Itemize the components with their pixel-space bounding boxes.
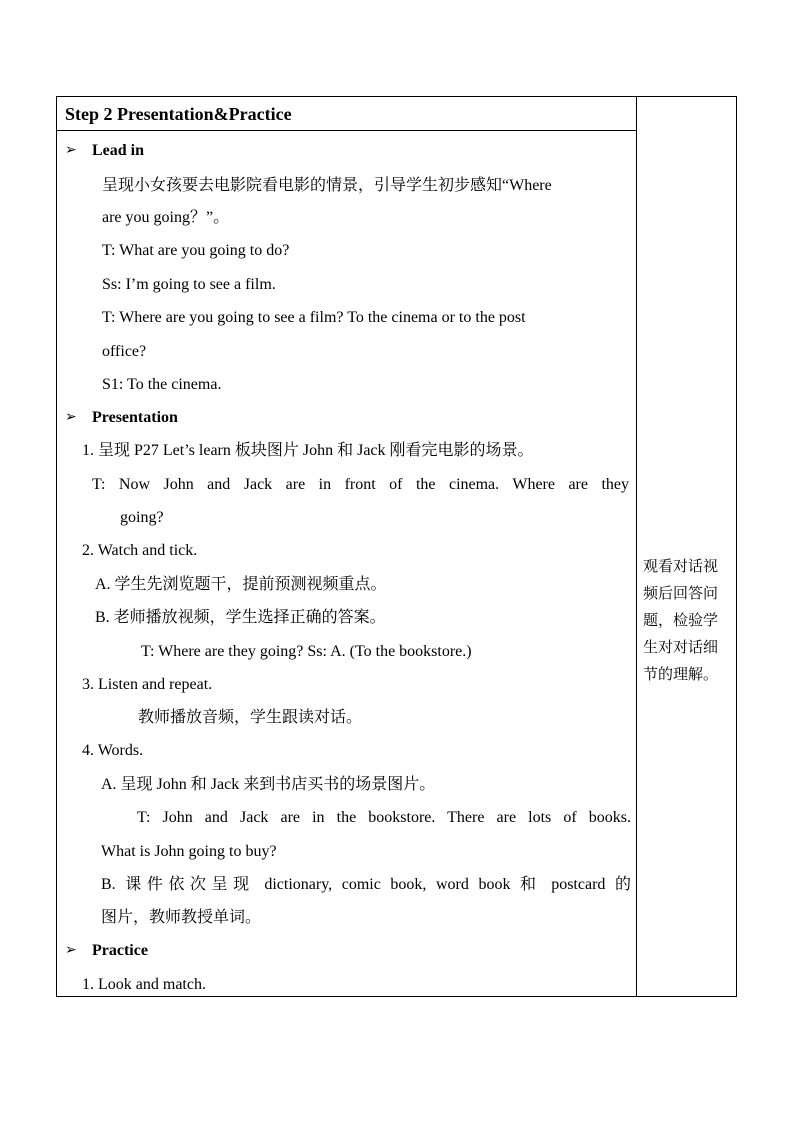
lesson-table [56,96,737,997]
presentation-line: A. 学生先浏览题干，提前预测视频重点。 [95,576,387,593]
procedure-column [57,97,637,996]
presentation-line: going? [120,509,164,526]
presentation-line: T: John and Jack are in the bookstore. There are lots of books. [137,809,631,826]
presentation-heading: Presentation [92,409,178,426]
presentation-line: What is John going to buy? [101,843,277,860]
presentation-line: A. 呈现 John 和 Jack 来到书店买书的场景图片。 [101,776,436,793]
lead-in-line: S1: To the cinema. [102,376,222,393]
lead-in-line: T: What are you going to do? [102,242,290,259]
arrow-bullet-icon: ➢ [65,943,77,958]
lead-in-heading: Lead in [92,142,145,159]
side-note-line: 频后回答问 [643,584,719,602]
side-note-line: 生对对话细 [643,638,719,656]
presentation-line: 3. Listen and repeat. [82,676,213,693]
presentation-line: 教师播放音频，学生跟读对话。 [138,709,363,726]
side-note-line: 观看对话视 [643,557,719,575]
note-column [637,97,736,996]
step-header [57,97,636,131]
presentation-line: T: Now John and Jack are in front of the cinema. Where are they [92,476,629,493]
lead-in-line: Ss: I’m going to see a film. [102,276,276,293]
lead-in-line: are you going？”。 [102,209,230,226]
side-note-line: 题，检验学 [643,611,719,629]
arrow-bullet-icon: ➢ [65,410,77,425]
lead-in-line: 呈现小女孩要去电影院看电影的情景，引导学生初步感知“Where [102,177,552,194]
presentation-line: T: Where are they going? Ss: A. (To the bookstore.) [141,643,472,660]
presentation-line: 4. Words. [82,742,144,759]
lead-in-line: T: Where are you going to see a film? To the cinema or to the post [102,309,526,326]
presentation-line: 图片，教师教授单词。 [101,909,262,926]
presentation-line: 1. 呈现 P27 Let’s learn 板块图片 John 和 Jack 刚看完电影的场景。 [82,442,534,459]
lead-in-line: office? [102,343,147,360]
step-title: Step 2 Presentation&Practice [65,104,292,124]
presentation-line: B. 老师播放视频，学生选择正确的答案。 [95,609,386,626]
presentation-line: B. 课件依次呈现 dictionary, comic book, word book 和 postcard 的 [101,876,631,893]
side-note-line: 节的理解。 [643,665,719,683]
practice-heading: Practice [92,942,148,959]
practice-line: 1. Look and match. [82,976,206,993]
presentation-line: 2. Watch and tick. [82,542,198,559]
arrow-bullet-icon: ➢ [65,143,77,158]
